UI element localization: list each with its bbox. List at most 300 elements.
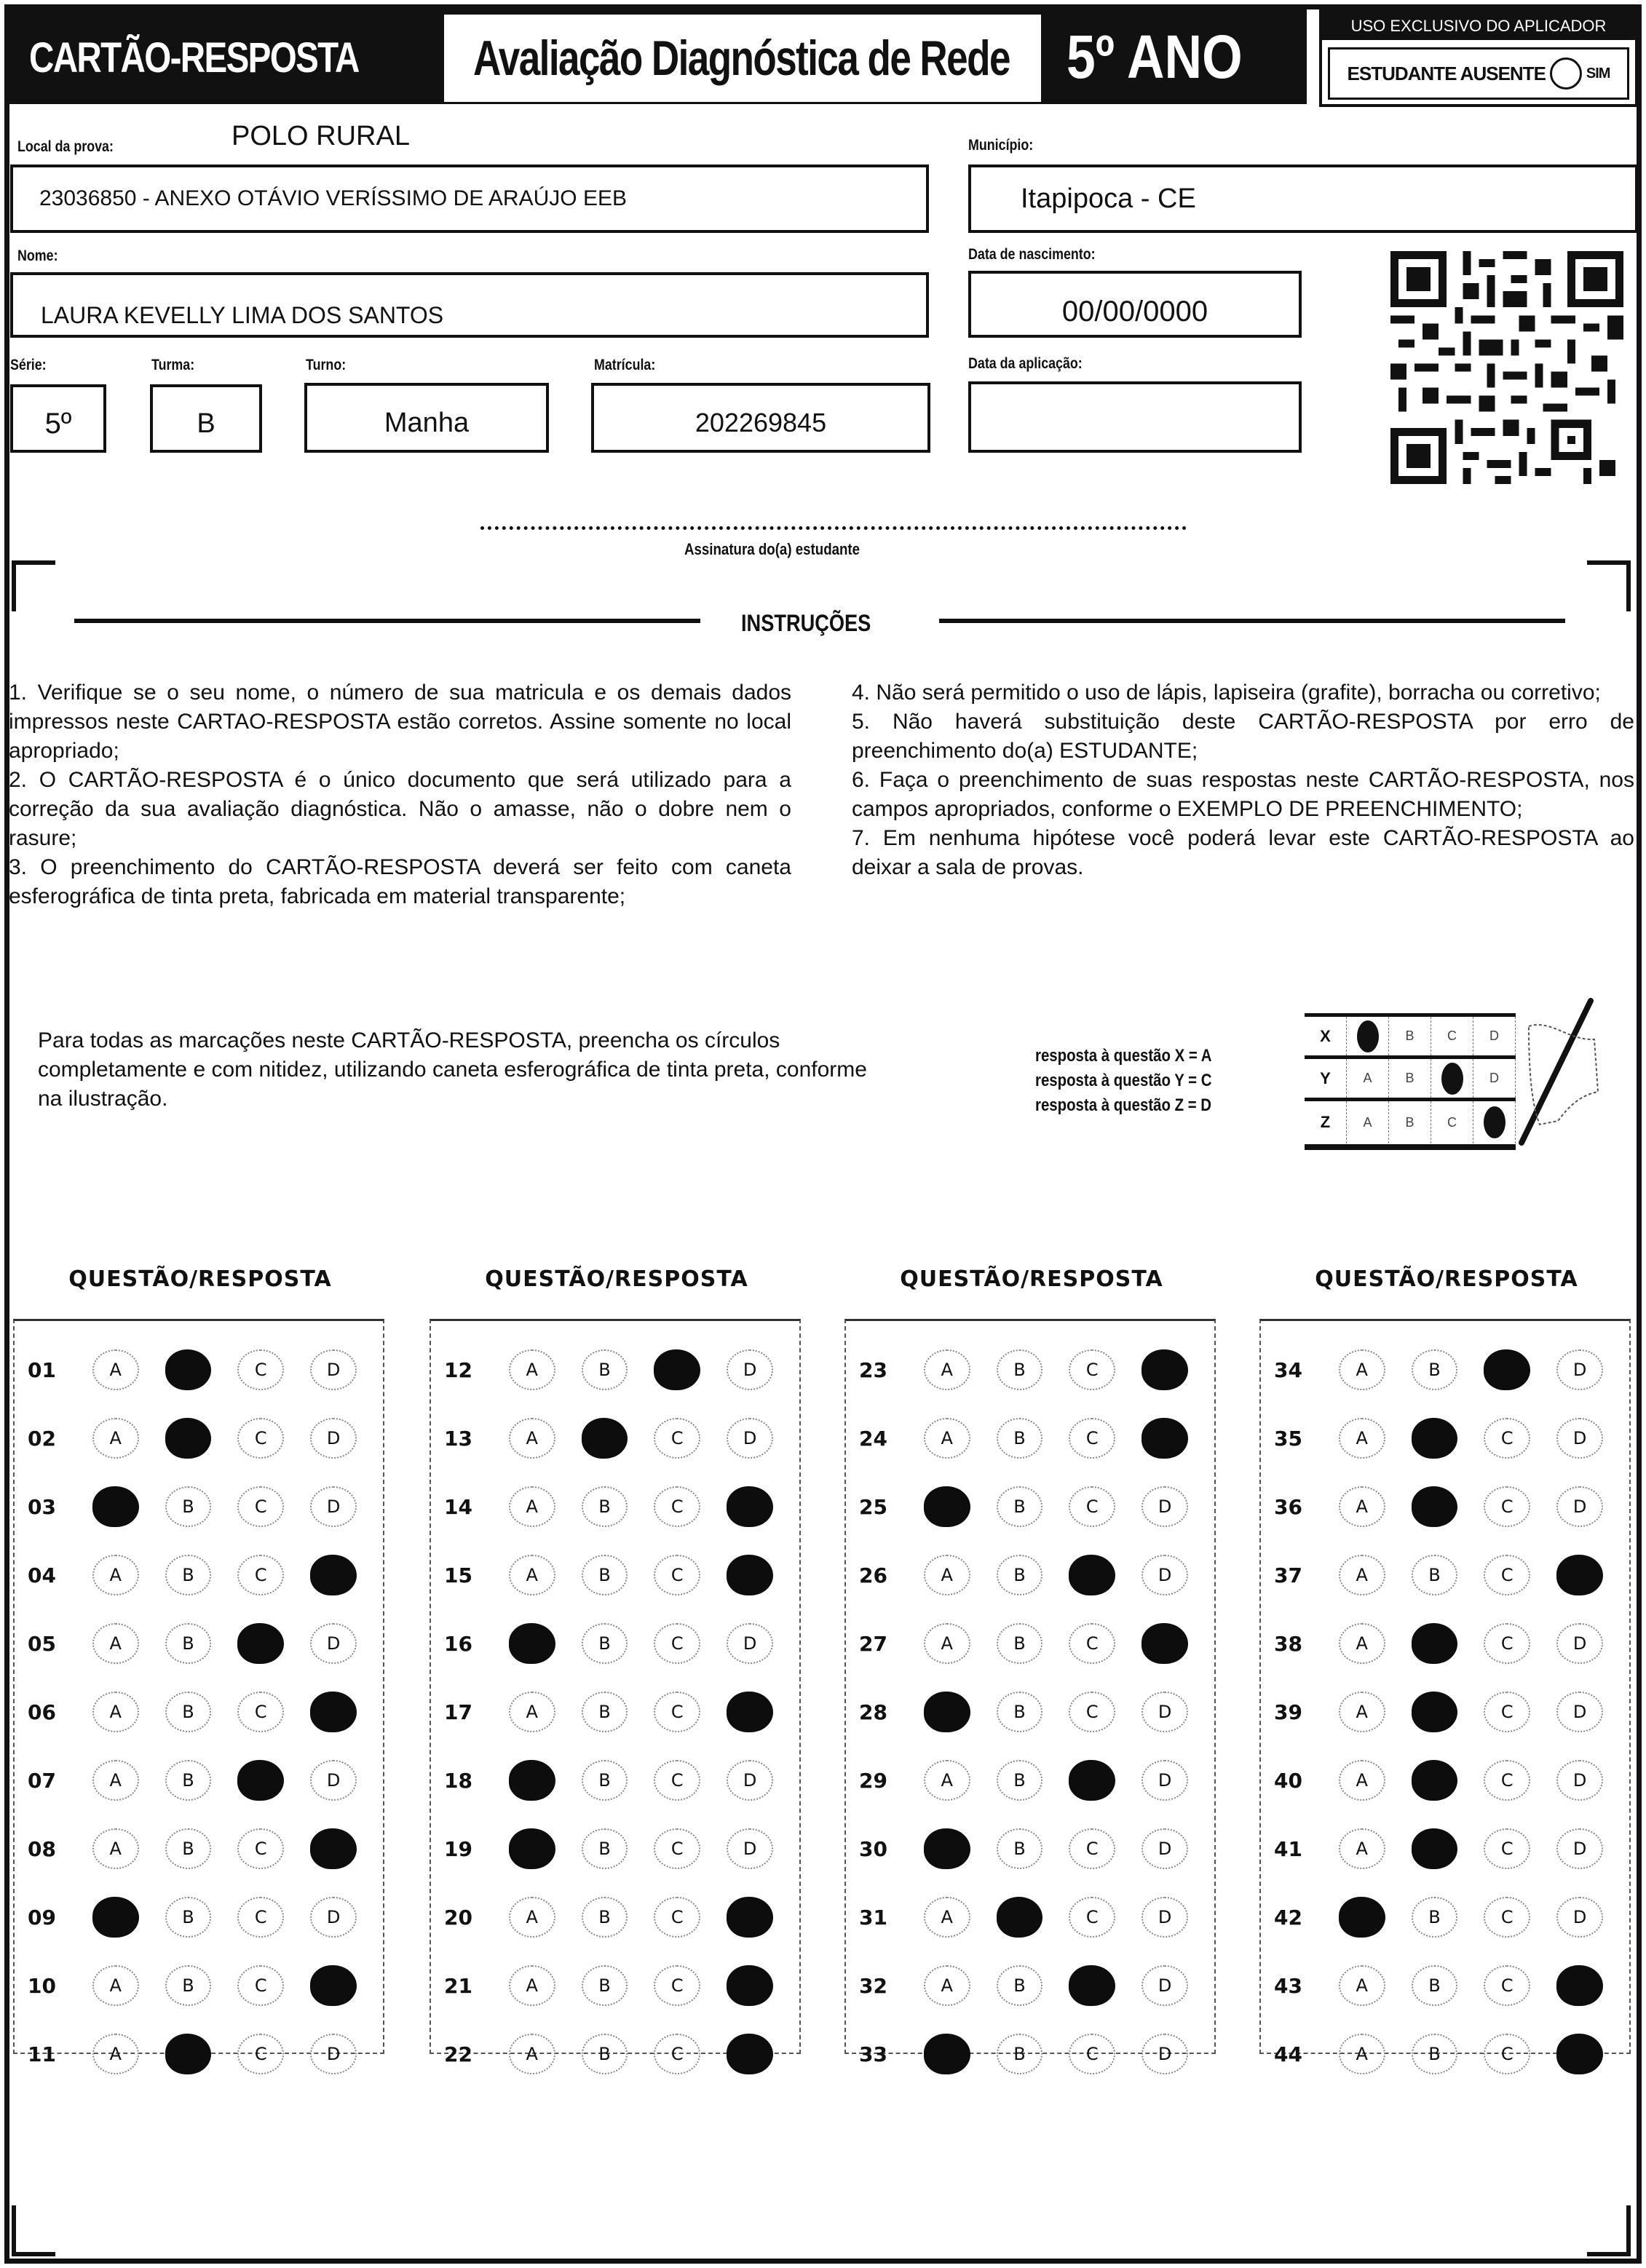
question-number: 06: [28, 1700, 56, 1724]
answer-bubble-d[interactable]: [727, 2034, 773, 2074]
question-number: 30: [859, 1836, 887, 1861]
answer-row: [431, 1678, 799, 1746]
answer-bubble-c[interactable]: C: [654, 1760, 700, 1801]
answer-bubble-d[interactable]: D: [1556, 1692, 1603, 1732]
answer-bubble-d[interactable]: [1141, 1623, 1188, 1664]
answer-bubble-b[interactable]: B: [582, 1692, 628, 1732]
answer-bubble-c[interactable]: [1069, 1760, 1115, 1801]
answer-row: [846, 1404, 1214, 1472]
answer-bubble-b[interactable]: [165, 1349, 212, 1390]
answer-bubble-a[interactable]: [509, 1828, 555, 1869]
answer-bubble-c[interactable]: C: [1069, 1897, 1115, 1938]
answer-row: [15, 1678, 383, 1746]
answer-bubble-c[interactable]: [237, 1760, 284, 1801]
answer-bubble-d[interactable]: D: [1141, 1828, 1188, 1869]
answer-bubble-d[interactable]: D: [1141, 1692, 1188, 1732]
answer-bubble-b[interactable]: B: [582, 1623, 628, 1664]
answer-bubble-a[interactable]: A: [1339, 1418, 1385, 1459]
answer-bubble-a[interactable]: A: [1339, 1965, 1385, 2006]
answer-row: [846, 1951, 1214, 2020]
evaluation-title: Avaliação Diagnóstica de Rede: [473, 31, 1010, 86]
answer-bubble-b[interactable]: B: [165, 1965, 212, 2006]
answer-bubble-c[interactable]: C: [654, 2034, 700, 2074]
answer-bubble-b[interactable]: B: [997, 1760, 1043, 1801]
answer-bubble-c[interactable]: C: [1069, 1828, 1115, 1869]
answer-bubble-a[interactable]: A: [92, 1555, 139, 1595]
answer-bubble-a[interactable]: A: [509, 1418, 555, 1459]
answer-row: [431, 1472, 799, 1541]
answer-grid: [13, 1319, 384, 2066]
instruction-item: 1. Verifique se o seu nome, o número de sua matricula e os demais dados impressos neste CARTAO-RESPOSTA estão corretos. Assine somente no local apropriado;: [9, 681, 791, 763]
answer-bubble-b[interactable]: B: [997, 1349, 1043, 1390]
answer-bubble-b[interactable]: [1412, 1828, 1458, 1869]
absent-checkbox[interactable]: [1550, 58, 1582, 90]
answer-bubble-c[interactable]: C: [1484, 1486, 1530, 1527]
answer-bubble-b[interactable]: [1412, 1623, 1458, 1664]
answer-bubble-c[interactable]: C: [1484, 1760, 1530, 1801]
answer-bubble-a[interactable]: A: [509, 1692, 555, 1732]
answer-row: [1261, 1472, 1629, 1541]
answer-bubble-b[interactable]: [165, 1418, 212, 1459]
answer-bubble-c[interactable]: C: [1069, 1418, 1115, 1459]
answer-bubble-d[interactable]: D: [1141, 1897, 1188, 1938]
example-legend-item: resposta à questão X = A: [1035, 1046, 1212, 1066]
answer-bubble-a[interactable]: A: [92, 1418, 139, 1459]
answer-bubble-d[interactable]: D: [1141, 1486, 1188, 1527]
answer-bubble-c[interactable]: C: [654, 1418, 700, 1459]
matricula-field: [591, 383, 930, 453]
question-number: 43: [1274, 1973, 1302, 1998]
answer-bubble-c[interactable]: C: [654, 1828, 700, 1869]
answer-bubble-c[interactable]: C: [654, 1623, 700, 1664]
answer-bubble-b[interactable]: B: [1412, 1965, 1458, 2006]
answer-bubble-d[interactable]: [310, 1965, 357, 2006]
answer-bubble-b[interactable]: [1412, 1692, 1458, 1732]
question-number: 16: [444, 1631, 472, 1656]
question-number: 12: [444, 1357, 472, 1382]
sheet-title: CARTÃO-RESPOSTA: [29, 34, 359, 82]
question-number: 34: [1274, 1357, 1302, 1382]
answer-bubble-d[interactable]: [310, 1692, 357, 1732]
answer-bubble-b[interactable]: B: [997, 1623, 1043, 1664]
answer-bubble-a[interactable]: A: [92, 2034, 139, 2074]
answer-bubble-d[interactable]: D: [1141, 1965, 1188, 2006]
answer-bubble-d[interactable]: D: [727, 1760, 773, 1801]
answer-bubble-c[interactable]: [1484, 1349, 1530, 1390]
answer-row: [846, 1609, 1214, 1678]
answer-bubble-a[interactable]: A: [1339, 1692, 1385, 1732]
matricula-value: 202269845: [695, 408, 827, 437]
answer-bubble-c[interactable]: C: [237, 1965, 284, 2006]
question-number: 01: [28, 1357, 56, 1382]
municipio-field: [968, 164, 1638, 233]
answer-bubble-b[interactable]: B: [1412, 1555, 1458, 1595]
absent-label: ESTUDANTE AUSENTE: [1347, 62, 1546, 84]
answer-row: [15, 1951, 383, 2020]
serie-field: [10, 384, 106, 453]
answer-bubble-c[interactable]: [654, 1349, 700, 1390]
answer-bubble-b[interactable]: B: [997, 1418, 1043, 1459]
answer-row: [431, 1883, 799, 1951]
answer-bubble-c[interactable]: [1069, 1965, 1115, 2006]
answer-bubble-c[interactable]: [237, 1623, 284, 1664]
answer-bubble-a[interactable]: A: [92, 1623, 139, 1664]
answer-bubble-b[interactable]: B: [165, 1486, 212, 1527]
answer-bubble-c[interactable]: C: [1069, 1692, 1115, 1732]
answer-bubble-c[interactable]: C: [654, 1692, 700, 1732]
question-number: 38: [1274, 1631, 1302, 1656]
question-number: 13: [444, 1426, 472, 1451]
signature-label: Assinatura do(a) estudante: [684, 540, 860, 558]
answer-bubble-a[interactable]: A: [924, 1349, 970, 1390]
answer-bubble-a[interactable]: A: [924, 1623, 970, 1664]
answer-row: [846, 1815, 1214, 1883]
answer-bubble-c[interactable]: C: [654, 1486, 700, 1527]
answer-bubble-a[interactable]: A: [1339, 2034, 1385, 2074]
answer-bubble-b[interactable]: B: [1412, 1349, 1458, 1390]
answer-bubble-b[interactable]: B: [165, 1555, 212, 1595]
answer-bubble-b[interactable]: B: [582, 1349, 628, 1390]
answer-bubble-b[interactable]: B: [1412, 1897, 1458, 1938]
question-number: 32: [859, 1973, 887, 1998]
answer-bubble-d[interactable]: [1141, 1418, 1188, 1459]
example-row: Y A B D: [1305, 1059, 1516, 1101]
answer-bubble-d[interactable]: D: [727, 1349, 773, 1390]
question-number: 36: [1274, 1494, 1302, 1519]
turma-value: B: [197, 408, 215, 439]
answer-grid: [1259, 1319, 1631, 2066]
answer-bubble-d[interactable]: D: [1556, 1760, 1603, 1801]
answer-bubble-c[interactable]: C: [654, 1965, 700, 2006]
applicator-box: [1319, 9, 1638, 107]
local-value: POLO RURAL: [232, 121, 410, 151]
answer-bubble-d[interactable]: D: [310, 1623, 357, 1664]
answer-bubble-d[interactable]: [727, 1897, 773, 1938]
answer-bubble-a[interactable]: A: [92, 1828, 139, 1869]
question-number: 22: [444, 2042, 472, 2066]
answer-row: [1261, 1678, 1629, 1746]
answer-bubble-d[interactable]: [1556, 1555, 1603, 1595]
answer-bubble-d[interactable]: D: [1556, 1486, 1603, 1527]
answer-bubble-d[interactable]: [727, 1555, 773, 1595]
answer-bubble-c[interactable]: C: [237, 1897, 284, 1938]
answer-bubble-a[interactable]: A: [509, 1965, 555, 2006]
answer-row: [846, 2020, 1214, 2088]
answer-bubble-b[interactable]: B: [582, 1965, 628, 2006]
municipio-value: Itapipoca - CE: [1021, 183, 1196, 214]
instructions-rule-left: [74, 619, 700, 623]
answer-row: [846, 1541, 1214, 1609]
question-number: 15: [444, 1563, 472, 1587]
question-number: 07: [28, 1768, 56, 1793]
question-number: 21: [444, 1973, 472, 1998]
answer-bubble-d[interactable]: D: [727, 1418, 773, 1459]
answer-row: [1261, 2020, 1629, 2088]
grade-badge: 5º ANO: [1067, 23, 1243, 91]
answer-bubble-a[interactable]: A: [509, 2034, 555, 2074]
answer-bubble-a[interactable]: A: [509, 1349, 555, 1390]
answer-column-title: QUESTÃO/RESPOSTA: [900, 1266, 1163, 1292]
municipio-label: Município:: [968, 137, 1034, 154]
filled-bubble-icon: [1441, 1063, 1463, 1095]
serie-label: Série:: [10, 357, 47, 373]
answer-bubble-a[interactable]: [924, 2034, 970, 2074]
aplicacao-field: [968, 381, 1302, 453]
answer-bubble-a[interactable]: A: [924, 1965, 970, 2006]
answer-bubble-c[interactable]: C: [237, 1349, 284, 1390]
corner-mark-top-right: [1587, 560, 1631, 611]
answer-row: [15, 1609, 383, 1678]
answer-bubble-c[interactable]: C: [237, 1828, 284, 1869]
fill-example-grid: [1305, 1013, 1516, 1150]
example-legend-item: resposta à questão Z = D: [1035, 1095, 1212, 1115]
answer-bubble-d[interactable]: D: [310, 2034, 357, 2074]
turno-field: [304, 383, 549, 453]
answer-row: [846, 1472, 1214, 1541]
answer-bubble-c[interactable]: C: [1484, 2034, 1530, 2074]
example-row: X B C D: [1305, 1017, 1516, 1059]
answer-bubble-d[interactable]: [1141, 1349, 1188, 1390]
answer-bubble-c[interactable]: C: [1484, 1828, 1530, 1869]
answer-bubble-d[interactable]: [1556, 2034, 1603, 2074]
answer-bubble-c[interactable]: C: [237, 1418, 284, 1459]
turno-label: Turno:: [306, 357, 347, 373]
corner-mark-top-left: [12, 560, 55, 611]
answer-bubble-b[interactable]: B: [165, 1828, 212, 1869]
question-number: 18: [444, 1768, 472, 1793]
matricula-label: Matrícula:: [594, 357, 656, 373]
answer-bubble-a[interactable]: A: [1339, 1555, 1385, 1595]
fill-instructions: Para todas as marcações neste CARTÃO-RESPOSTA, preencha os círculos completamente e com nitidez, utilizando caneta esferográfica de tinta preta, conforme na ilustração.: [38, 1028, 867, 1111]
question-number: 20: [444, 1905, 472, 1930]
answer-bubble-a[interactable]: A: [924, 1418, 970, 1459]
answer-row: [1261, 1404, 1629, 1472]
absent-option-label: SIM: [1586, 65, 1610, 82]
answer-bubble-a[interactable]: [92, 1486, 139, 1527]
answer-bubble-d[interactable]: [727, 1692, 773, 1732]
answer-bubble-b[interactable]: B: [582, 2034, 628, 2074]
answer-bubble-b[interactable]: [165, 2034, 212, 2074]
answer-bubble-d[interactable]: D: [1556, 1623, 1603, 1664]
answer-row: [15, 1883, 383, 1951]
answer-row: [15, 1472, 383, 1541]
question-number: 40: [1274, 1768, 1302, 1793]
answer-bubble-a[interactable]: A: [509, 1555, 555, 1595]
answer-bubble-a[interactable]: A: [1339, 1486, 1385, 1527]
answer-bubble-b[interactable]: [582, 1418, 628, 1459]
signature-line[interactable]: [480, 526, 1187, 530]
answer-bubble-d[interactable]: D: [310, 1897, 357, 1938]
answer-row: [15, 1404, 383, 1472]
answer-bubble-a[interactable]: A: [924, 1760, 970, 1801]
turma-field: [150, 384, 262, 453]
answer-bubble-b[interactable]: B: [997, 1828, 1043, 1869]
answer-bubble-b[interactable]: B: [582, 1828, 628, 1869]
turno-value: Manha: [384, 407, 470, 438]
answer-row: [846, 1883, 1214, 1951]
serie-value: 5º: [44, 407, 72, 440]
instruction-item: 5. Não haverá substituição deste CARTÃO-RESPOSTA por erro de preenchimento do(a) ESTUDANTE;: [852, 710, 1634, 763]
answer-bubble-b[interactable]: [1412, 1760, 1458, 1801]
question-number: 41: [1274, 1836, 1302, 1861]
answer-bubble-d[interactable]: [727, 1486, 773, 1527]
answer-bubble-c[interactable]: C: [1484, 1965, 1530, 2006]
answer-row: [846, 1336, 1214, 1404]
answer-bubble-d[interactable]: D: [310, 1760, 357, 1801]
nascimento-label: Data de nascimento:: [968, 246, 1096, 263]
answer-row: [15, 1746, 383, 1815]
answer-bubble-c[interactable]: C: [654, 1555, 700, 1595]
answer-bubble-c[interactable]: C: [1484, 1897, 1530, 1938]
answer-bubble-d[interactable]: [727, 1965, 773, 2006]
answer-row: [431, 1404, 799, 1472]
question-number: 35: [1274, 1426, 1302, 1451]
answer-bubble-c[interactable]: C: [237, 1692, 284, 1732]
question-number: 37: [1274, 1563, 1302, 1587]
question-number: 29: [859, 1768, 887, 1793]
answer-bubble-a[interactable]: A: [1339, 1828, 1385, 1869]
answer-bubble-c[interactable]: C: [1484, 1623, 1530, 1664]
nascimento-field: [968, 271, 1302, 338]
instruction-item: 2. O CARTÃO-RESPOSTA é o único documento que será utilizado para a correção da sua avaliação diagnóstica. Não o amasse, não o dobre nem o rasure;: [9, 768, 791, 850]
answer-bubble-b[interactable]: B: [165, 1623, 212, 1664]
question-number: 02: [28, 1426, 56, 1451]
turma-label: Turma:: [151, 357, 195, 373]
answer-bubble-c[interactable]: C: [237, 2034, 284, 2074]
answer-bubble-a[interactable]: [924, 1486, 970, 1527]
question-number: 14: [444, 1494, 472, 1519]
answer-bubble-c[interactable]: C: [654, 1897, 700, 1938]
instruction-item: 4. Não será permitido o uso de lápis, lapiseira (grafite), borracha ou corretivo;: [852, 681, 1601, 705]
answer-bubble-d[interactable]: [310, 1828, 357, 1869]
answer-bubble-c[interactable]: C: [1069, 1349, 1115, 1390]
answer-bubble-d[interactable]: D: [310, 1486, 357, 1527]
answer-bubble-b[interactable]: B: [582, 1897, 628, 1938]
answer-bubble-d[interactable]: D: [310, 1349, 357, 1390]
answer-bubble-a[interactable]: A: [92, 1692, 139, 1732]
answer-bubble-b[interactable]: [1412, 1486, 1458, 1527]
answer-bubble-d[interactable]: [1556, 1965, 1603, 2006]
answer-bubble-a[interactable]: A: [1339, 1760, 1385, 1801]
answer-bubble-b[interactable]: B: [582, 1760, 628, 1801]
question-number: 31: [859, 1905, 887, 1930]
answer-bubble-a[interactable]: [1339, 1897, 1385, 1938]
answer-bubble-c[interactable]: C: [1069, 1486, 1115, 1527]
answer-bubble-c[interactable]: C: [1484, 1555, 1530, 1595]
corner-mark-bottom-right: [1587, 2205, 1631, 2256]
answer-bubble-a[interactable]: [509, 1760, 555, 1801]
answer-bubble-b[interactable]: B: [997, 2034, 1043, 2074]
answer-bubble-d[interactable]: D: [1556, 1897, 1603, 1938]
answer-bubble-d[interactable]: D: [1556, 1828, 1603, 1869]
answer-bubble-c[interactable]: C: [237, 1486, 284, 1527]
question-number: 24: [859, 1426, 887, 1451]
answer-bubble-a[interactable]: A: [509, 1897, 555, 1938]
answer-bubble-c[interactable]: C: [1069, 1623, 1115, 1664]
answer-bubble-a[interactable]: A: [509, 1486, 555, 1527]
answer-bubble-b[interactable]: B: [165, 1692, 212, 1732]
answer-bubble-d[interactable]: [310, 1555, 357, 1595]
answer-bubble-c[interactable]: C: [1484, 1418, 1530, 1459]
nome-value: LAURA KEVELLY LIMA DOS SANTOS: [41, 301, 444, 328]
answer-row: [1261, 1541, 1629, 1609]
answer-bubble-b[interactable]: B: [997, 1486, 1043, 1527]
answer-bubble-d[interactable]: D: [310, 1418, 357, 1459]
answer-bubble-a[interactable]: A: [92, 1349, 139, 1390]
answer-row: [846, 1746, 1214, 1815]
answer-bubble-c[interactable]: C: [1484, 1692, 1530, 1732]
instructions-left: [9, 678, 791, 911]
answer-bubble-a[interactable]: A: [1339, 1623, 1385, 1664]
question-number: 04: [28, 1563, 56, 1587]
answer-bubble-c[interactable]: C: [1069, 2034, 1115, 2074]
answer-bubble-d[interactable]: D: [727, 1828, 773, 1869]
question-number: 26: [859, 1563, 887, 1587]
school-value: 23036850 - ANEXO OTÁVIO VERÍSSIMO DE ARAÚJO EEB: [39, 186, 627, 210]
answer-bubble-b[interactable]: B: [582, 1555, 628, 1595]
answer-bubble-b[interactable]: B: [997, 1965, 1043, 2006]
instruction-item: 6. Faça o preenchimento de suas respostas neste CARTÃO-RESPOSTA, nos campos apropriados, conforme o EXEMPLO DE PREENCHIMENTO;: [852, 768, 1634, 821]
instructions-right: [852, 678, 1634, 882]
answer-bubble-d[interactable]: D: [1141, 1555, 1188, 1595]
answer-grid: [430, 1319, 801, 2066]
answer-bubble-b[interactable]: B: [1412, 2034, 1458, 2074]
answer-bubble-d[interactable]: D: [1141, 1760, 1188, 1801]
answer-bubble-a[interactable]: A: [92, 1965, 139, 2006]
example-row-key: Y: [1305, 1059, 1347, 1098]
answer-bubble-a[interactable]: [509, 1623, 555, 1664]
answer-column-title: QUESTÃO/RESPOSTA: [68, 1266, 332, 1292]
answer-bubble-a[interactable]: [924, 1828, 970, 1869]
answer-bubble-d[interactable]: D: [1141, 2034, 1188, 2074]
answer-row: [431, 1815, 799, 1883]
answer-row: [1261, 1951, 1629, 2020]
answer-row: [15, 2020, 383, 2088]
answer-bubble-a[interactable]: [924, 1692, 970, 1732]
answer-bubble-d[interactable]: D: [1556, 1418, 1603, 1459]
answer-row: [431, 1541, 799, 1609]
answer-bubble-b[interactable]: B: [165, 1760, 212, 1801]
question-number: 44: [1274, 2042, 1302, 2066]
answer-bubble-b[interactable]: B: [582, 1486, 628, 1527]
answer-bubble-a[interactable]: A: [92, 1760, 139, 1801]
answer-bubble-d[interactable]: D: [727, 1623, 773, 1664]
answer-bubble-a[interactable]: A: [924, 1897, 970, 1938]
answer-bubble-b[interactable]: B: [997, 1692, 1043, 1732]
answer-bubble-b[interactable]: B: [165, 1897, 212, 1938]
local-label: Local da prova:: [17, 138, 114, 155]
answer-bubble-b[interactable]: [997, 1897, 1043, 1938]
answer-bubble-c[interactable]: [1069, 1555, 1115, 1595]
example-row-key: X: [1305, 1017, 1347, 1055]
filled-bubble-icon: [1357, 1020, 1379, 1052]
example-legend-item: resposta à questão Y = C: [1035, 1071, 1212, 1090]
answer-bubble-a[interactable]: A: [1339, 1349, 1385, 1390]
answer-row: [846, 1678, 1214, 1746]
answer-row: [1261, 1883, 1629, 1951]
answer-bubble-d[interactable]: D: [1556, 1349, 1603, 1390]
question-number: 19: [444, 1836, 472, 1861]
answer-bubble-a[interactable]: [92, 1897, 139, 1938]
answer-row: [431, 1951, 799, 2020]
answer-row: [431, 1609, 799, 1678]
nome-label: Nome:: [17, 247, 58, 264]
answer-bubble-b[interactable]: [1412, 1418, 1458, 1459]
answer-bubble-c[interactable]: C: [237, 1555, 284, 1595]
answer-row: [15, 1336, 383, 1404]
answer-bubble-b[interactable]: B: [997, 1555, 1043, 1595]
answer-bubble-a[interactable]: A: [924, 1555, 970, 1595]
